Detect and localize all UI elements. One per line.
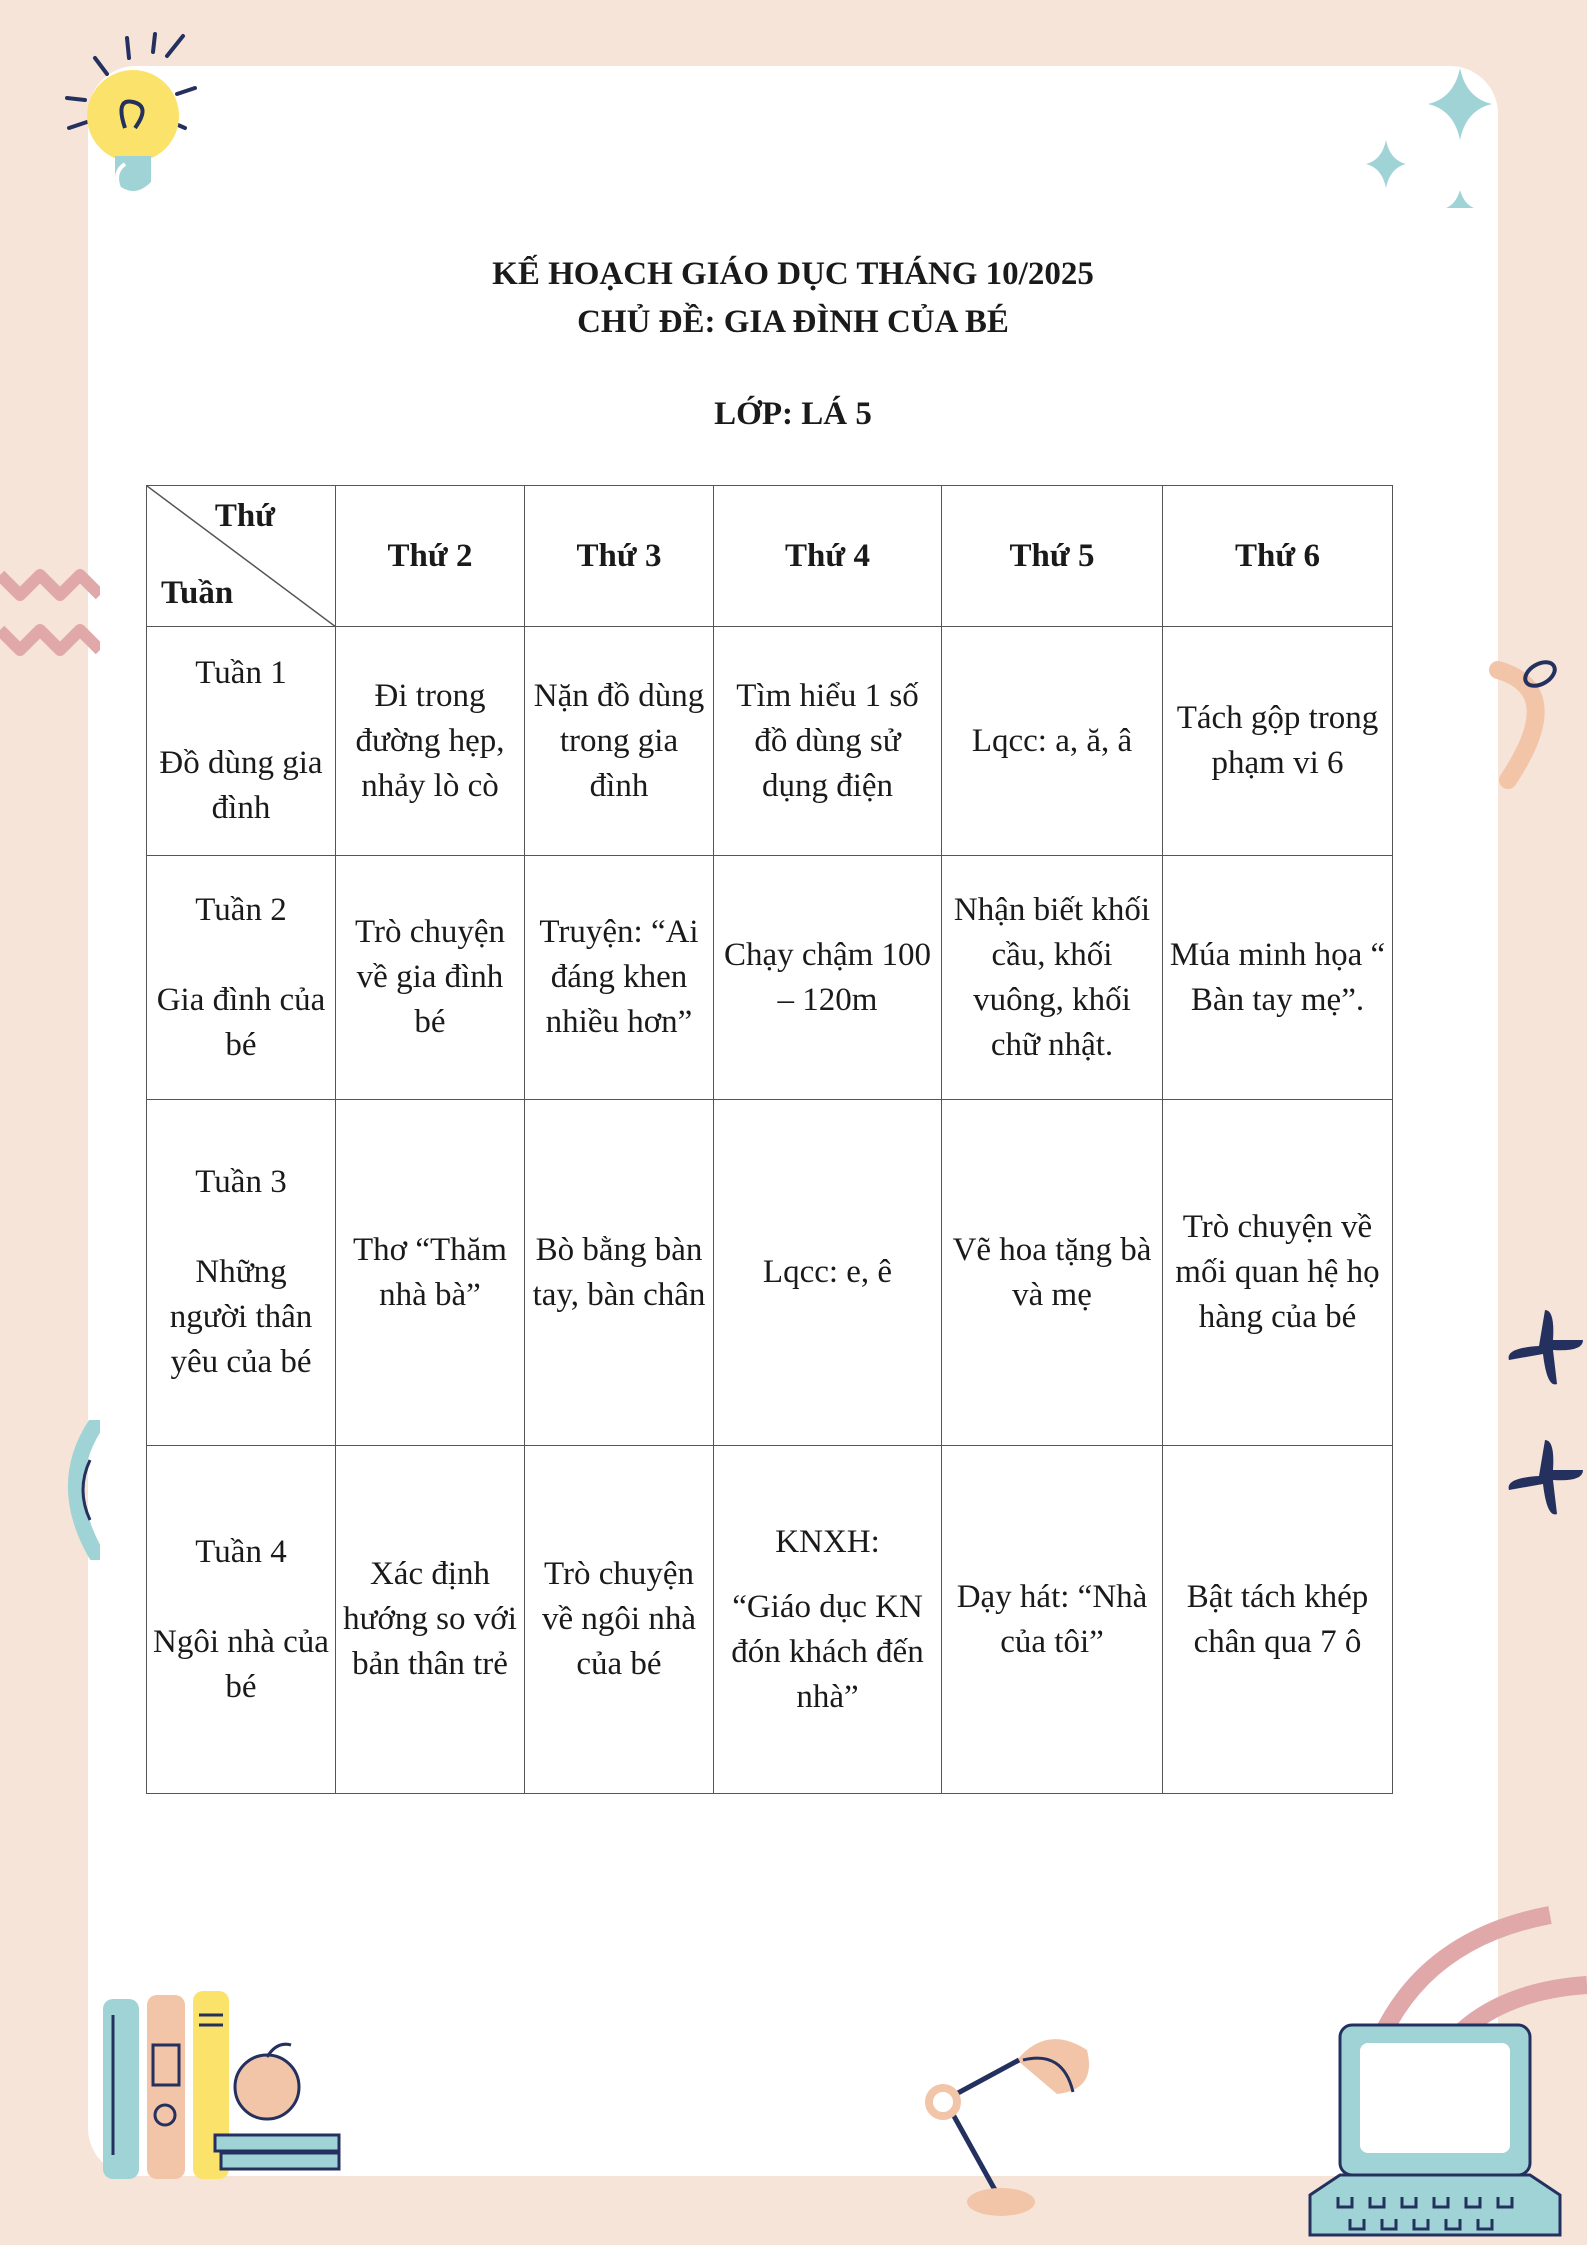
- swirl-right-icon: [1478, 650, 1587, 810]
- activity-detail: “Giáo dục KN đón khách đến nhà”: [731, 1588, 924, 1715]
- education-plan-table: [146, 485, 1393, 1794]
- day-header: Thứ 2: [336, 486, 525, 627]
- activity-cell: Đi trong đường hẹp, nhảy lò cò: [336, 627, 525, 856]
- phone-handle-icon: [60, 1420, 100, 1560]
- table-row: [147, 627, 1393, 856]
- activity-cell: Tìm hiểu 1 số đồ dùng sử dụng điện: [714, 627, 942, 856]
- activity-cell: Chạy chậm 100 – 120m: [714, 856, 942, 1100]
- desk-lamp-icon: [905, 2020, 1105, 2220]
- week-cell: [147, 1446, 336, 1794]
- topic-title: CHỦ ĐỀ: GIA ĐÌNH CỦA BÉ: [577, 304, 1009, 340]
- corner-week-label: Tuần: [161, 575, 234, 611]
- cross-star-icon: [1505, 1300, 1587, 1540]
- week-number: Tuần 3: [195, 1164, 287, 1200]
- week-topic: Những người thân yêu của bé: [169, 1254, 313, 1380]
- activity-cell: Lqcc: e, ê: [714, 1100, 942, 1446]
- activity-cell: Truyện: “Ai đáng khen nhiều hơn”: [525, 856, 714, 1100]
- week-topic: Gia đình của bé: [156, 981, 326, 1063]
- activity-cell: Tách gộp trong phạm vi 6: [1163, 627, 1393, 856]
- week-cell: [147, 627, 336, 856]
- table-row: [147, 1100, 1393, 1446]
- table-header-row: [147, 486, 1393, 627]
- activity-cell: Trò chuyện về mối quan hệ họ hàng của bé: [1163, 1100, 1393, 1446]
- table-row: [147, 856, 1393, 1100]
- lightbulb-icon: [55, 28, 215, 218]
- week-number: Tuần 4: [195, 1533, 287, 1570]
- sparkle-icon: [1350, 60, 1510, 230]
- week-topic: Ngôi nhà của bé: [153, 1623, 329, 1705]
- week-cell: [147, 856, 336, 1100]
- activity-cell: [714, 1446, 942, 1794]
- laptop-icon: [1210, 1905, 1587, 2245]
- table-row: [147, 1446, 1393, 1794]
- plan-title: KẾ HOẠCH GIÁO DỤC THÁNG 10/2025: [492, 256, 1094, 292]
- day-header: Thứ 6: [1163, 486, 1393, 627]
- activity-subject: KNXH:: [775, 1523, 880, 1560]
- class-label: LỚP: LÁ 5: [714, 396, 872, 432]
- zigzag-icon: [0, 555, 100, 685]
- activity-cell: Nhận biết khối cầu, khối vuông, khối chữ nhật.: [942, 856, 1163, 1100]
- week-cell: [147, 1100, 336, 1446]
- activity-cell: Trò chuyện về gia đình bé: [336, 856, 525, 1100]
- week-number: Tuần 1: [195, 655, 287, 691]
- activity-cell: Lqcc: a, ă, â: [942, 627, 1163, 856]
- activity-cell: Trò chuyện về ngôi nhà của bé: [525, 1446, 714, 1794]
- activity-cell: Nặn đồ dùng trong gia đình: [525, 627, 714, 856]
- day-header: Thứ 3: [525, 486, 714, 627]
- day-header: Thứ 5: [942, 486, 1163, 627]
- books-icon: [95, 1985, 345, 2185]
- activity-cell: Dạy hát: “Nhà của tôi”: [942, 1446, 1163, 1794]
- corner-cell: [147, 486, 336, 627]
- week-topic: Đồ dùng gia đình: [159, 745, 323, 826]
- activity-cell: Thơ “Thăm nhà bà”: [336, 1100, 525, 1446]
- activity-cell: Múa minh họa “ Bàn tay mẹ”.: [1163, 856, 1393, 1100]
- activity-cell: Vẽ hoa tặng bà và mẹ: [942, 1100, 1163, 1446]
- day-header: Thứ 4: [714, 486, 942, 627]
- week-number: Tuần 2: [195, 891, 287, 928]
- corner-day-label: Thứ: [214, 498, 275, 534]
- activity-cell: Bò bằng bàn tay, bàn chân: [525, 1100, 714, 1446]
- activity-cell: Bật tách khép chân qua 7 ô: [1163, 1446, 1393, 1794]
- activity-cell: Xác định hướng so với bản thân trẻ: [336, 1446, 525, 1794]
